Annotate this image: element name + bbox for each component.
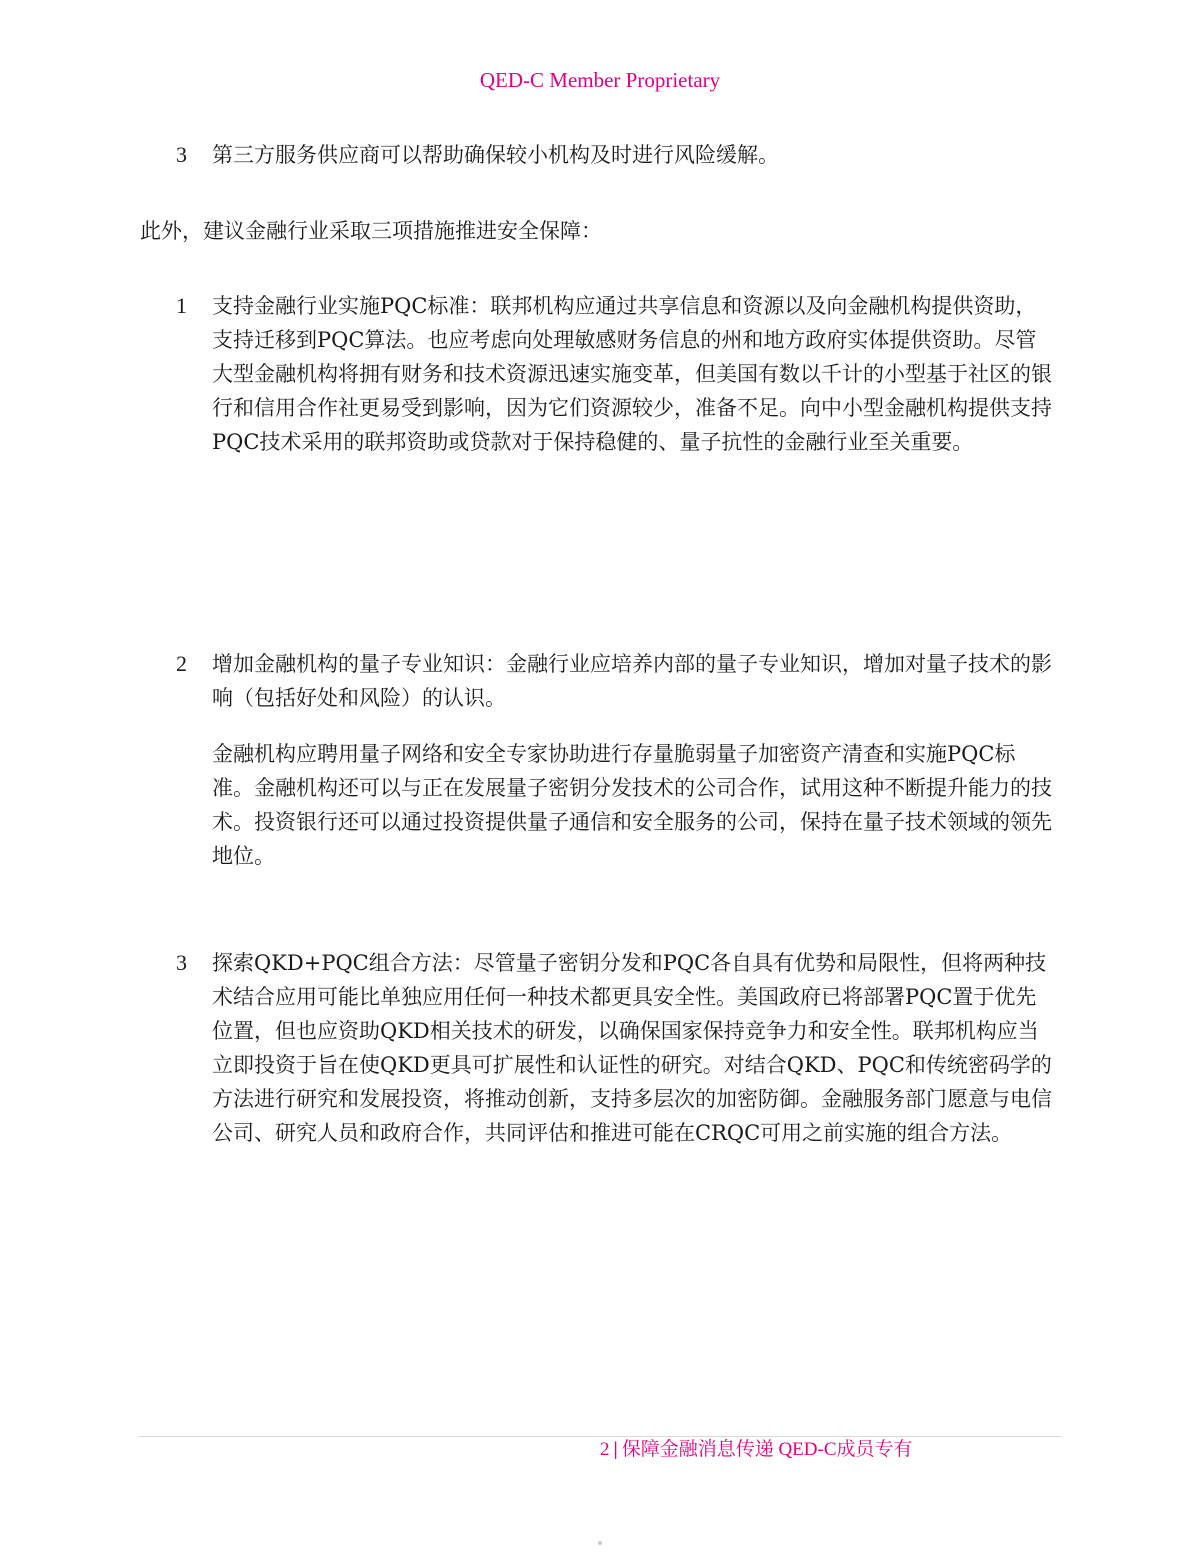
page-number: 2	[600, 1439, 610, 1460]
page-footer	[600, 1437, 913, 1463]
page-indicator-dot	[598, 1541, 602, 1545]
measure-paragraph: 支持金融行业实施PQC标准：联邦机构应通过共享信息和资源以及向金融机构提供资助，支持迁移到PQC算法。也应考虑向处理敏感财务信息的州和地方政府实体提供资助。尽管大型金融机构将拥有财务和技术资源迅速实施变革，但美国有数以千计的小型基于社区的银行和信用合作社更易受到影响，因为它们资源较少，准备不足。向中小型金融机构提供支持PQC技术采用的联邦资助或贷款对于保持稳健的、量子抗性的金融行业至关重要。	[212, 294, 1052, 454]
list-text: 第三方服务供应商可以帮助确保较小机构及时进行风险缓解。	[212, 143, 779, 167]
page-header: QED-C Member Proprietary	[479, 68, 721, 92]
measure-number: 3	[176, 950, 187, 975]
intro-paragraph: 此外，建议金融行业采取三项措施推进安全保障：	[140, 219, 602, 243]
measure-number: 2	[176, 651, 187, 676]
measure-paragraph: 金融机构应聘用量子网络和安全专家协助进行存量脆弱量子加密资产清查和实施PQC标准。金融机构还可以与正在发展量子密钥分发技术的公司合作，试用这种不断提升能力的技术。投资银行还可以通过投资提供量子通信和安全服务的公司，保持在量子技术领域的领先地位。	[212, 742, 1052, 868]
measure-number: 1	[176, 293, 187, 318]
footer-text: 保障金融消息传递 QED-C成员专有	[621, 1439, 913, 1460]
footer-separator: |	[613, 1439, 618, 1460]
measure-item-2	[176, 647, 1056, 873]
measure-item-1	[176, 289, 1056, 459]
measure-paragraph: 探索QKD+PQC组合方法：尽管量子密钥分发和PQC各自具有优势和局限性，但将两种技术结合应用可能比单独应用任何一种技术都更具安全性。美国政府已将部署PQC置于优先位置，但也应资助QKD相关技术的研发，以确保国家保持竞争力和安全性。联邦机构应当立即投资于旨在使QKD更具可扩展性和认证性的研究。对结合QKD、PQC和传统密码学的方法进行研究和发展投资，将推动创新，支持多层次的加密防御。金融服务部门愿意与电信公司、研究人员和政府合作，共同评估和推进可能在CRQC可用之前实施的组合方法。	[212, 951, 1052, 1145]
list-item-top	[176, 138, 1056, 172]
list-number: 3	[176, 142, 187, 167]
measure-item-3	[176, 946, 1056, 1150]
measure-paragraph: 增加金融机构的量子专业知识：金融行业应培养内部的量子专业知识，增加对量子技术的影响（包括好处和风险）的认识。	[212, 652, 1052, 710]
